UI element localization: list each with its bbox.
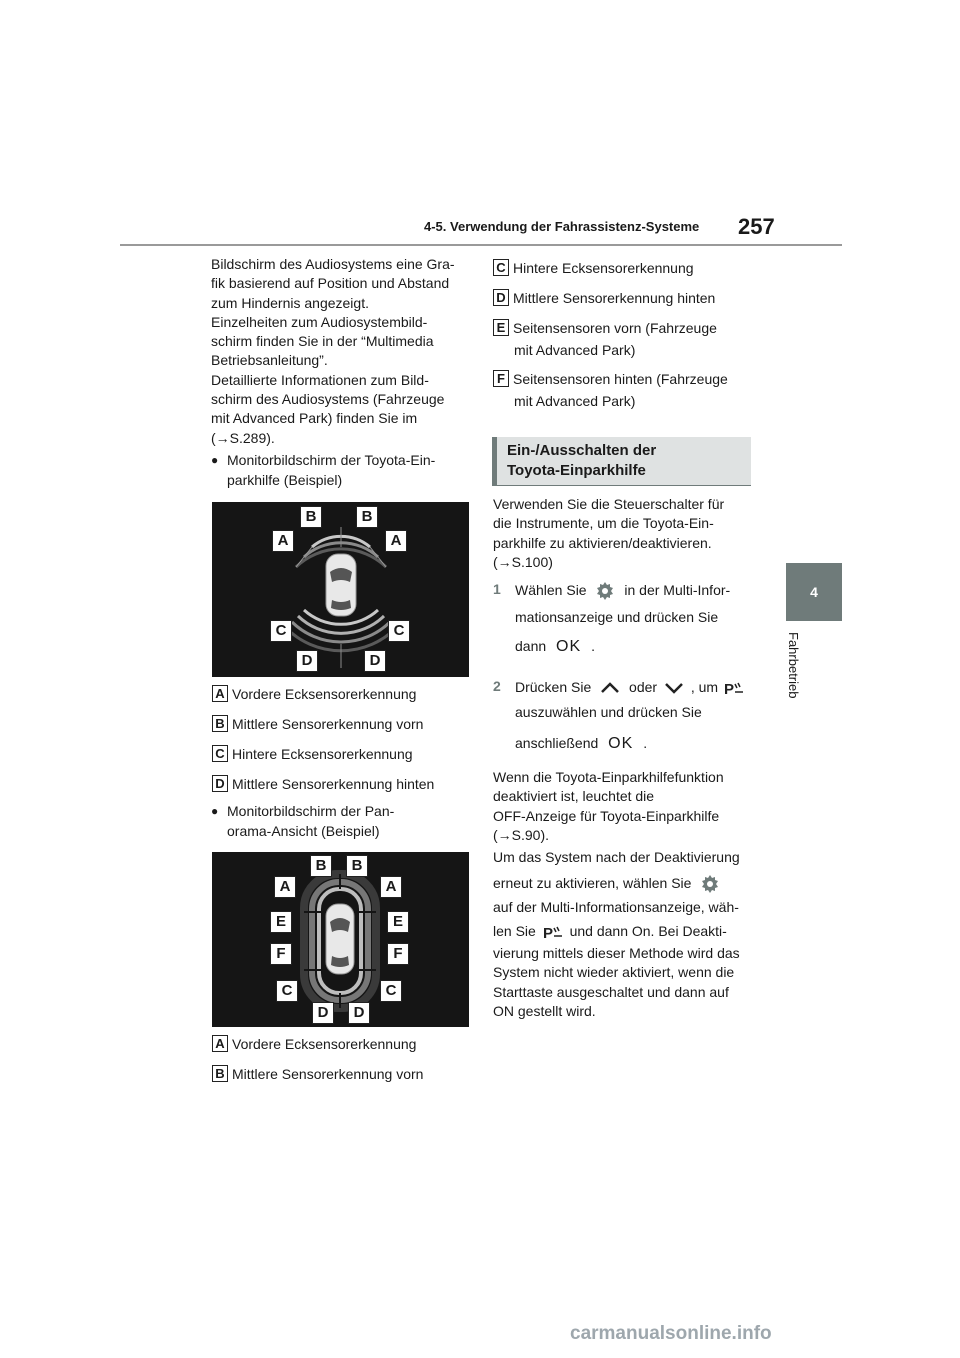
figure-label-a: A bbox=[274, 876, 300, 898]
figure-label-b: B bbox=[356, 506, 382, 528]
legend-item: E Seitensensoren vorn (Fahrzeuge bbox=[493, 319, 717, 337]
legend-item-continuation: mit Advanced Park) bbox=[514, 393, 636, 409]
car-top-view-icon bbox=[326, 904, 354, 974]
section-intro: Verwenden Sie die Steuerschalter für die Instrumente, um die Toyota-Ein- parkhilfe zu aktivieren/deaktivieren. (→S.100) bbox=[493, 496, 725, 570]
figure-label-d: D bbox=[364, 650, 390, 672]
legend-item: F Seitensensoren hinten (Fahrzeuge bbox=[493, 370, 728, 388]
chapter-label: Fahrbetrieb bbox=[786, 632, 801, 699]
figure-label-c: C bbox=[388, 620, 414, 642]
figure-label-d: D bbox=[296, 650, 322, 672]
bullet-dot-icon: ● bbox=[211, 804, 219, 818]
figure-label-e: E bbox=[270, 911, 296, 933]
panorama-view-diagram bbox=[212, 852, 469, 1027]
legend-item: D Mittlere Sensorerkennung hinten bbox=[493, 289, 715, 307]
legend-item: B Mittlere Sensorerkennung vorn bbox=[212, 715, 423, 733]
parking-assist-diagram bbox=[212, 502, 469, 677]
page-number: 257 bbox=[738, 214, 775, 239]
reactivation-paragraph: Um das System nach der Deaktivierung erneut zu aktivieren, wählen Sie auf der Multi-Informationsanzeige, wäh- len Sie P und dann On. Bei Deakti- vierung mittels dieser Methode wird das System nicht wieder aktiviert, wenn die Starttaste ausgeschaltet und dann auf ON gestellt wird. bbox=[493, 849, 740, 1019]
figure-label-d: D bbox=[348, 1002, 374, 1024]
figure-label-c: C bbox=[276, 980, 302, 1002]
header-rule bbox=[120, 244, 842, 246]
gear-icon bbox=[699, 874, 721, 894]
figure-label-c: C bbox=[380, 980, 406, 1002]
svg-text:P: P bbox=[542, 925, 553, 941]
section-heading: Ein-/Ausschalten der Toyota-Einparkhilfe bbox=[492, 437, 751, 486]
ok-button-icon: OK bbox=[556, 638, 582, 655]
chapter-tab: 4 bbox=[786, 563, 842, 621]
figure-label-b: B bbox=[310, 855, 336, 877]
bullet-item: ● Monitorbildschirm der Toyota-Ein- parkhilfe (Beispiel) bbox=[211, 452, 436, 488]
watermark: carmanualsonline.info bbox=[570, 1323, 772, 1344]
intro-paragraph: Bildschirm des Audiosystems eine Gra- fik basierend auf Position und Abstand zum Hindernis angezeigt. Einzelheiten zum Audiosystembild- schirm finden Sie in der “Multimedia Betriebsanleitung”. Detaillierte Informationen zum Bild- schirm des Audiosystems (Fahrzeuge mit Advanced Park) finden Sie im (→S.289). bbox=[211, 256, 455, 446]
figure-label-e: E bbox=[387, 911, 413, 933]
off-indicator-paragraph: Wenn die Toyota-Einparkhilfefunktion deaktiviert ist, leuchtet die OFF-Anzeige für Toyota-Einparkhilfe (→S.90). bbox=[493, 769, 724, 843]
figure-label-f: F bbox=[387, 943, 413, 965]
figure-label-d: D bbox=[312, 1002, 338, 1024]
figure-label-f: F bbox=[270, 943, 296, 965]
gear-icon bbox=[594, 581, 616, 601]
figure-label-c: C bbox=[270, 620, 296, 642]
chevron-down-icon bbox=[663, 681, 685, 695]
car-top-view-icon bbox=[326, 554, 356, 616]
figure2-legend-continued bbox=[493, 259, 753, 409]
legend-item: B Mittlere Sensorerkennung vorn bbox=[212, 1065, 423, 1083]
figure-label-a: A bbox=[272, 530, 298, 552]
bullet-item: ● Monitorbildschirm der Pan- orama-Ansicht (Beispiel) bbox=[211, 803, 395, 839]
legend-item: A Vordere Ecksensorerkennung bbox=[212, 685, 416, 703]
step-1: 1 Wählen Sie in der Multi-Infor- mationsanzeige und drücken Sie dann OK . bbox=[493, 581, 731, 655]
panorama-view-figure bbox=[212, 852, 469, 1027]
figure-label-a: A bbox=[380, 876, 406, 898]
figure-label-a: A bbox=[385, 530, 411, 552]
bullet-dot-icon: ● bbox=[211, 453, 219, 467]
legend-item: C Hintere Ecksensorerkennung bbox=[212, 745, 413, 763]
parking-assist-icon bbox=[543, 924, 563, 940]
parking-assist-figure bbox=[212, 502, 469, 677]
figure-label-b: B bbox=[346, 855, 372, 877]
section-title: 4-5. Verwendung der Fahrassistenz-Systeme bbox=[424, 219, 700, 234]
svg-text:P: P bbox=[723, 681, 734, 697]
figure-label-b: B bbox=[300, 506, 326, 528]
ok-button-icon: OK bbox=[608, 735, 634, 752]
step-2: 2 Drücken Sie oder , um P auszuwählen und drücken Sie anschließend OK . bbox=[493, 678, 763, 758]
legend-item: A Vordere Ecksensorerkennung bbox=[212, 1035, 416, 1053]
parking-assist-icon bbox=[724, 680, 744, 696]
legend-item-continuation: mit Advanced Park) bbox=[514, 342, 636, 358]
legend-item: C Hintere Ecksensorerkennung bbox=[493, 259, 694, 277]
legend-item: D Mittlere Sensorerkennung hinten bbox=[212, 775, 434, 793]
chevron-up-icon bbox=[599, 681, 621, 695]
